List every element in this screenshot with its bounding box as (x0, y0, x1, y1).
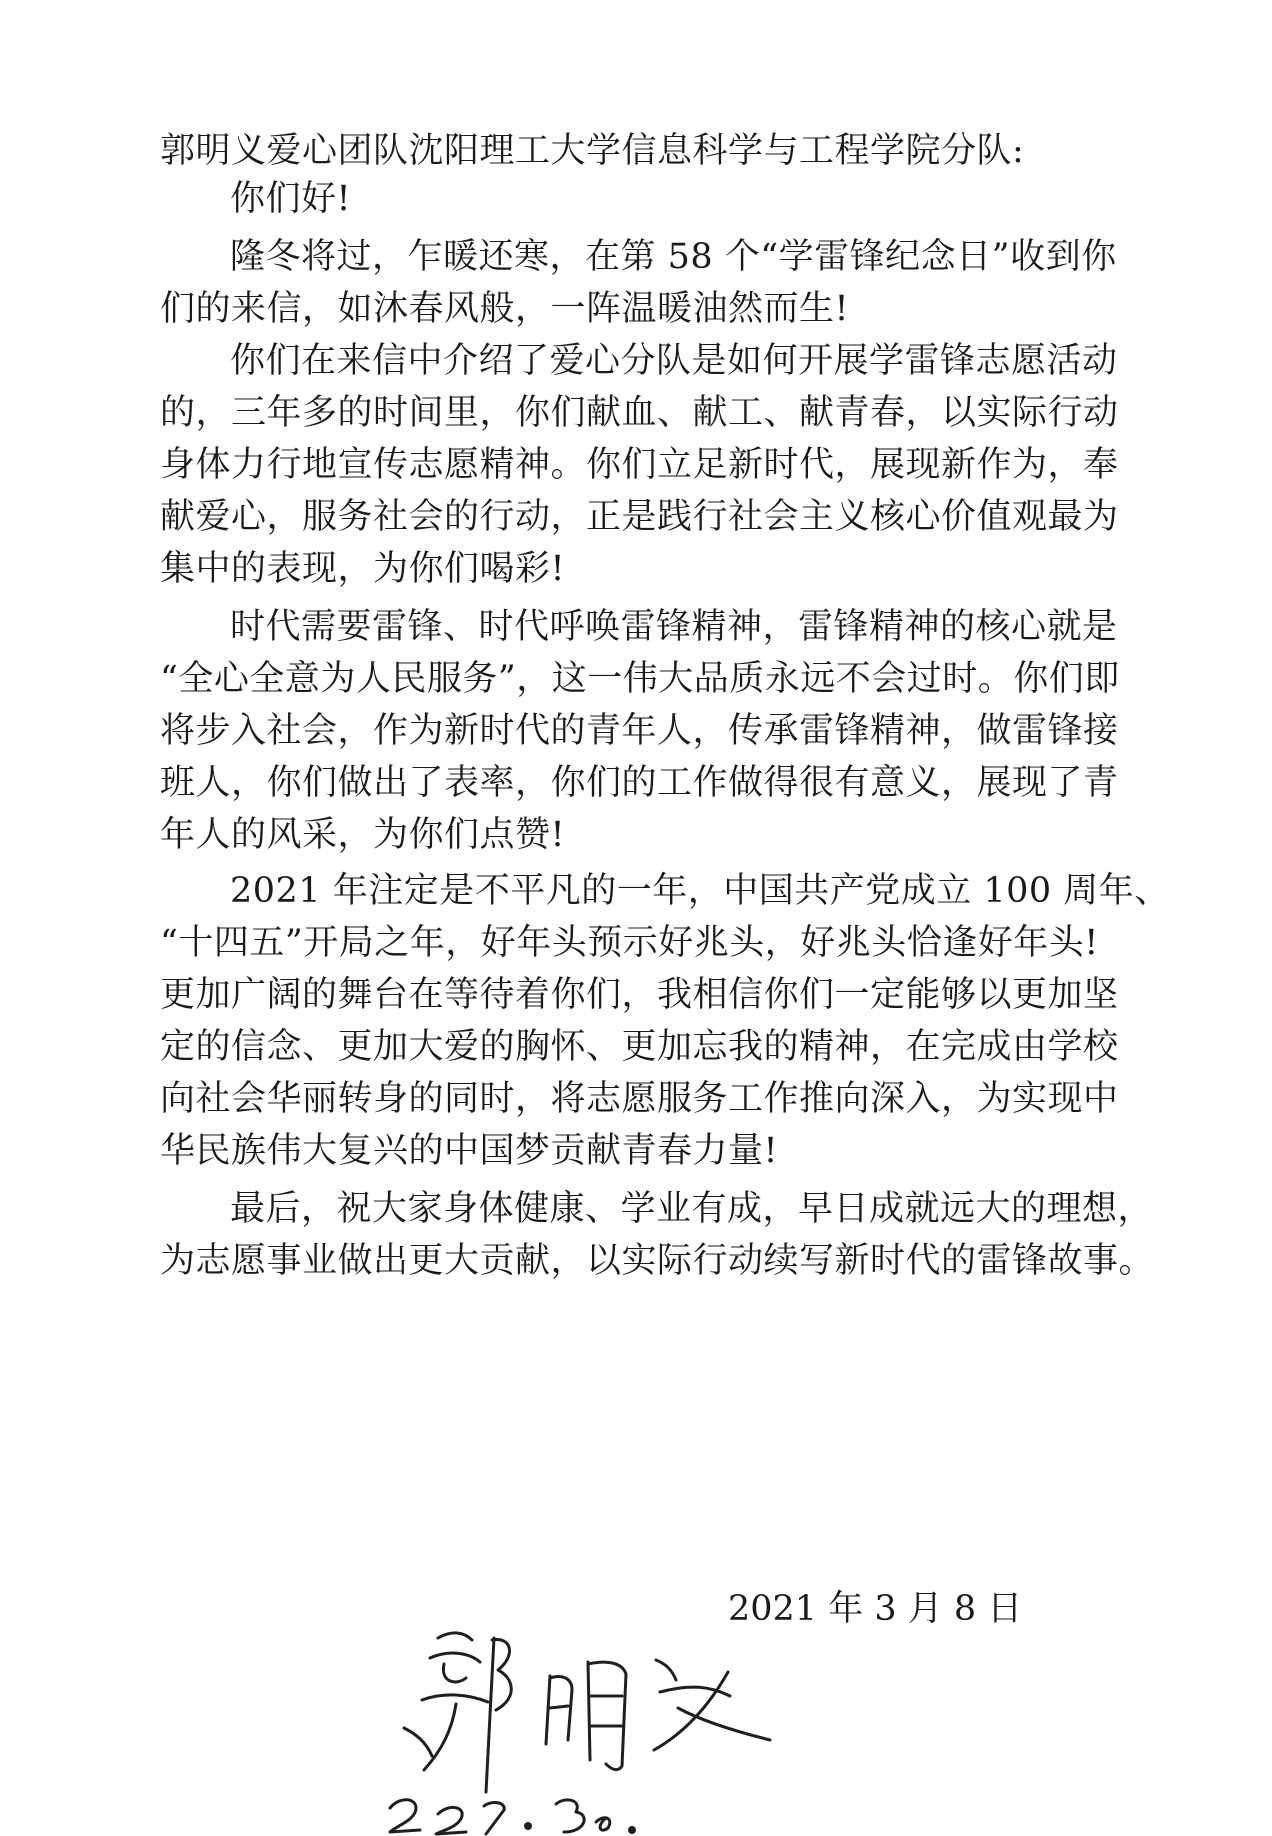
paragraph-line: 献爱心，服务社会的行动，正是践行社会主义核心价值观最为 (160, 497, 1119, 537)
paragraph-line: 为志愿事业做出更大贡献，以实际行动续写新时代的雷锋故事。 (160, 1241, 1155, 1281)
paragraph-line: 定的信念、更加大爱的胸怀、更加忘我的精神，在完成由学校 (160, 1027, 1119, 1067)
paragraph-line: 们的来信，如沐春风般，一阵温暖油然而生! (160, 289, 850, 329)
salutation: 郭明义爱心团队沈阳理工大学信息科学与工程学院分队: (160, 131, 1025, 171)
paragraph-line: 你们在来信中介绍了爱心分队是如何开展学雷锋志愿活动 (230, 341, 1118, 381)
paragraph-line: 集中的表现，为你们喝彩! (160, 549, 566, 589)
paragraph-line: “全心全意为人民服务”，这一伟大品质永远不会过时。你们即 (160, 659, 1120, 699)
paragraph-line: 2021 年注定是不平凡的一年，中国共产党成立 100 周年、 (230, 871, 1170, 911)
paragraph-line: 将步入社会，作为新时代的青年人，传承雷锋精神，做雷锋接 (160, 711, 1119, 751)
greeting: 你们好! (230, 179, 352, 219)
paragraph-line: 时代需要雷锋、时代呼唤雷锋精神，雷锋精神的核心就是 (230, 607, 1118, 647)
paragraph-line: “十四五”开局之年，好年头预示好兆头，好兆头恰逢好年头! (160, 923, 1099, 963)
handwritten-signature (360, 1600, 830, 1836)
letter-date: 2021 年 3 月 8 日 (728, 1589, 1023, 1629)
paragraph-line: 身体力行地宣传志愿精神。你们立足新时代，展现新作为，奉 (160, 445, 1119, 485)
paragraph-line: 更加广阔的舞台在等待着你们，我相信你们一定能够以更加坚 (160, 975, 1119, 1015)
signature-drawing (360, 1600, 830, 1836)
paragraph-line: 向社会华丽转身的同时，将志愿服务工作推向深入，为实现中 (160, 1079, 1119, 1119)
paragraph-line: 年人的风采，为你们点赞! (160, 815, 566, 855)
paragraph-line: 班人，你们做出了表率，你们的工作做得很有意义，展现了青 (160, 763, 1119, 803)
paragraph-line: 的，三年多的时间里，你们献血、献工、献青春，以实际行动 (160, 393, 1119, 433)
paragraph-line: 华民族伟大复兴的中国梦贡献青春力量! (160, 1131, 779, 1171)
paragraph-line: 最后，祝大家身体健康、学业有成，早日成就远大的理想， (230, 1189, 1154, 1229)
paragraph-line: 隆冬将过，乍暖还寒，在第 58 个“学雷锋纪念日”收到你 (230, 237, 1117, 277)
